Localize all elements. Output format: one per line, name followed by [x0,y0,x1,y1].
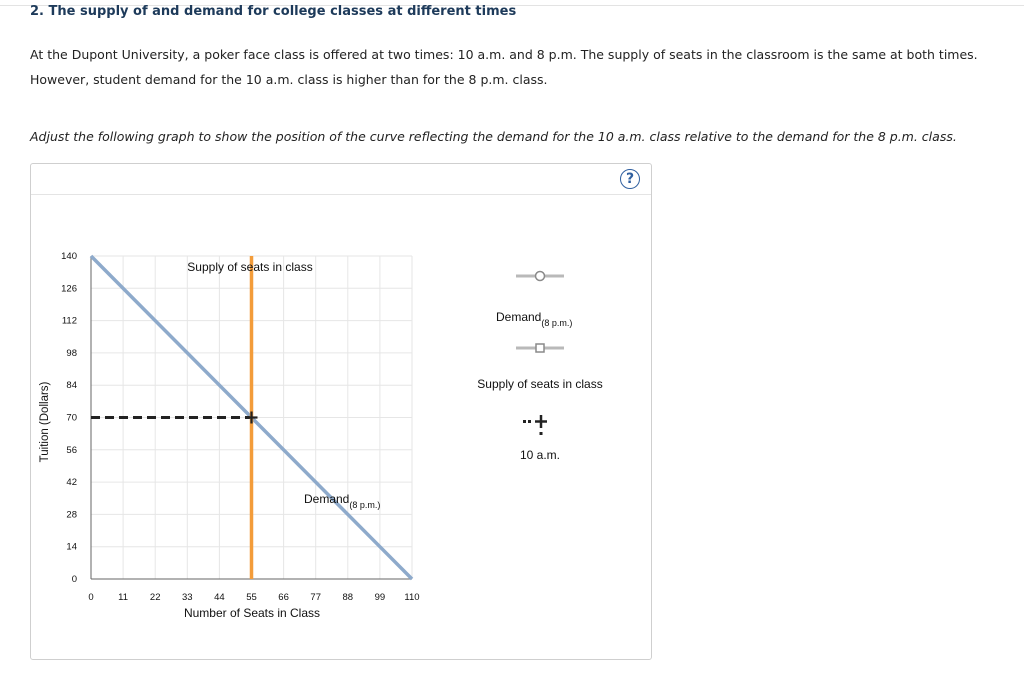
circle-marker-icon [536,272,545,281]
y-tick-label: 98 [66,347,77,359]
y-tick-label: 112 [61,315,77,327]
dash-dot-icon [523,420,526,423]
y-tick-label: 0 [71,574,77,585]
x-tick-label: 55 [246,592,257,603]
x-tick-label: 77 [310,592,321,603]
x-tick-label: 22 [149,592,161,603]
x-tick-label: 33 [182,592,193,603]
legend-10am-tool[interactable] [523,415,547,435]
legend-demand-label: Demand$_{(8 p.m.)}$ [496,310,573,328]
demand-curve-label: Demand$_{(8 p.m.)}$ [304,492,381,510]
x-tick-label: 88 [342,592,354,603]
square-marker-icon [536,344,544,352]
y-tick-label: 14 [66,541,77,553]
x-tick-label: 0 [88,592,94,603]
question-paragraph: At the Dupont University, a poker face class is offered at two times: 10 a.m. and 8 p.m. The supply of seats in the classroom is the same at both times. However, student demand for the 10 a.m. class is higher than for the 8 p.m. class. [30,47,978,87]
y-tick-label: 28 [66,509,77,521]
y-tick-label: 70 [66,412,77,424]
dash-dot-icon [528,420,531,423]
y-tick-label: 126 [61,283,77,295]
x-tick-label: 66 [278,592,289,603]
legend-demand-8pm-tool[interactable] [516,272,564,281]
y-tick-label: 84 [66,380,77,392]
question-instruction: Adjust the following graph to show the position of the curve reflecting the demand for the 10 a.m. class relative to the demand for the 8 p.m. class. [30,129,957,144]
y-tick-label: 42 [66,477,77,489]
y-tick-label: 140 [61,251,77,262]
y-tick-label: 56 [66,444,77,456]
y-tick-labels [61,251,77,585]
x-tick-label: 99 [374,592,386,603]
x-tick-label: 110 [404,592,420,603]
dash-dot-icon [540,432,543,435]
x-tick-label: 44 [214,592,225,603]
x-tick-labels [88,592,419,603]
x-tick-label: 11 [118,592,129,603]
help-icon[interactable]: ? [620,169,640,189]
y-axis-label: Tuition (Dollars) [39,381,51,463]
x-axis-label: Number of Seats in Class [183,606,321,620]
legend-supply-label: Supply of seats in class [477,377,603,391]
legend-10am-label: 10 a.m. [519,448,561,462]
legend [477,272,602,463]
legend-supply-tool[interactable] [516,344,564,352]
question-title: 2. The supply of and demand for college classes at different times [30,4,517,19]
supply-curve-label: Supply of seats in class [187,260,313,274]
